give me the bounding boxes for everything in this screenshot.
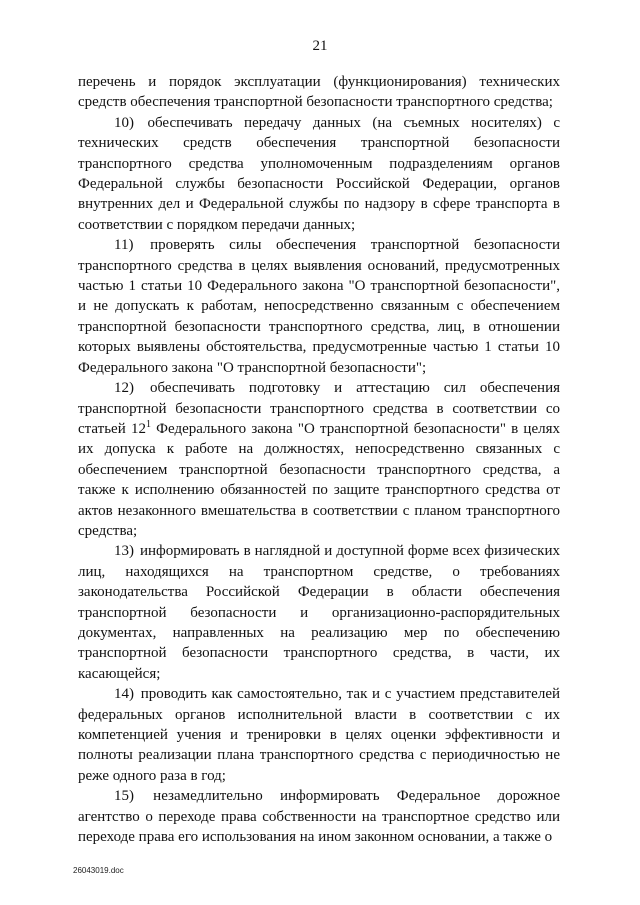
page-number: 21 <box>312 38 328 54</box>
item-number: 14) <box>114 686 134 703</box>
list-item-13 <box>78 541 560 684</box>
item-text: информировать в наглядной и доступной форме всех физических лиц, находящихся на транспортном средстве, о требованиях законодательства Российской Федерации в области обеспечения транспортной безопасности и организационно-распорядительных документах, направленных на реализацию мер по обеспечению транспортной безопасности транспортного средства, в части, их касающейся; <box>78 543 560 682</box>
list-item-14 <box>78 684 560 786</box>
article-superscript: 1 <box>145 418 151 430</box>
item-number: 11) <box>114 237 134 254</box>
document-filename: 26043019.doc <box>73 866 124 875</box>
list-item-12 <box>78 378 560 541</box>
continuation-paragraph: перечень и порядок эксплуатации (функционирования) технических средств обеспечения транспортной безопасности транспортного средства; <box>78 74 560 111</box>
list-item-10 <box>78 113 560 235</box>
item-text: обеспечивать передачу данных (на съемных носителях) с технических средств обеспечения транспортной безопасности транспортного средства уполномоченным подразделениям органов Федеральной службы безопасности Российской Федерации, органов внутренних дел и Федеральной службы по надзору в сфере транспорта в соответствии с порядком передачи данных; <box>78 114 561 233</box>
item-text: проводить как самостоятельно, так и с участием представителей федеральных органов исполнительной власти в соответствии с их компетенцией учения и тренировки в целях оценки эффективности и полноты реализации плана транспортного средства с периодичностью не реже одного раза в год; <box>78 686 561 784</box>
item-text: незамедлительно информировать Федеральное дорожное агентство о переходе права собственности на транспортное средство или переходе права его использования на ином законном основании, а также о <box>78 788 560 846</box>
item-text-before: обеспечивать подготовку и аттестацию сил обеспечения транспортной безопасности транспортного средства в соответствии со статьей 12 <box>78 380 560 437</box>
item-number: 10) <box>114 114 134 131</box>
item-text-after: Федерального закона "О транспортной безопасности" в целях их допуска к работе на должностях, непосредственно связанных с обеспечением транспортной безопасности транспортного средства, а также к исполнению обязанностей по защите транспортного средства от актов незаконного вмешательства в соответствии с планом транспортного средства; <box>78 420 560 539</box>
list-item-11 <box>78 235 560 378</box>
list-item-15 <box>78 786 560 847</box>
item-text: проверять силы обеспечения транспортной безопасности транспортного средства в целях выявления оснований, предусмотренных частью 1 статьи 10 Федерального закона "О транспортной безопасности", и не допускать к работам, непосредственно связанным с обеспечением транспортной безопасности транспортного средства, лиц, в отношении которых выявлены обстоятельства, предусмотренные частью 1 статьи 10 Федерального закона "О транспортной безопасности"; <box>78 237 560 376</box>
item-number: 15) <box>114 788 134 805</box>
item-number: 12) <box>114 380 134 397</box>
item-number: 13) <box>114 543 134 560</box>
document-body <box>78 72 560 847</box>
